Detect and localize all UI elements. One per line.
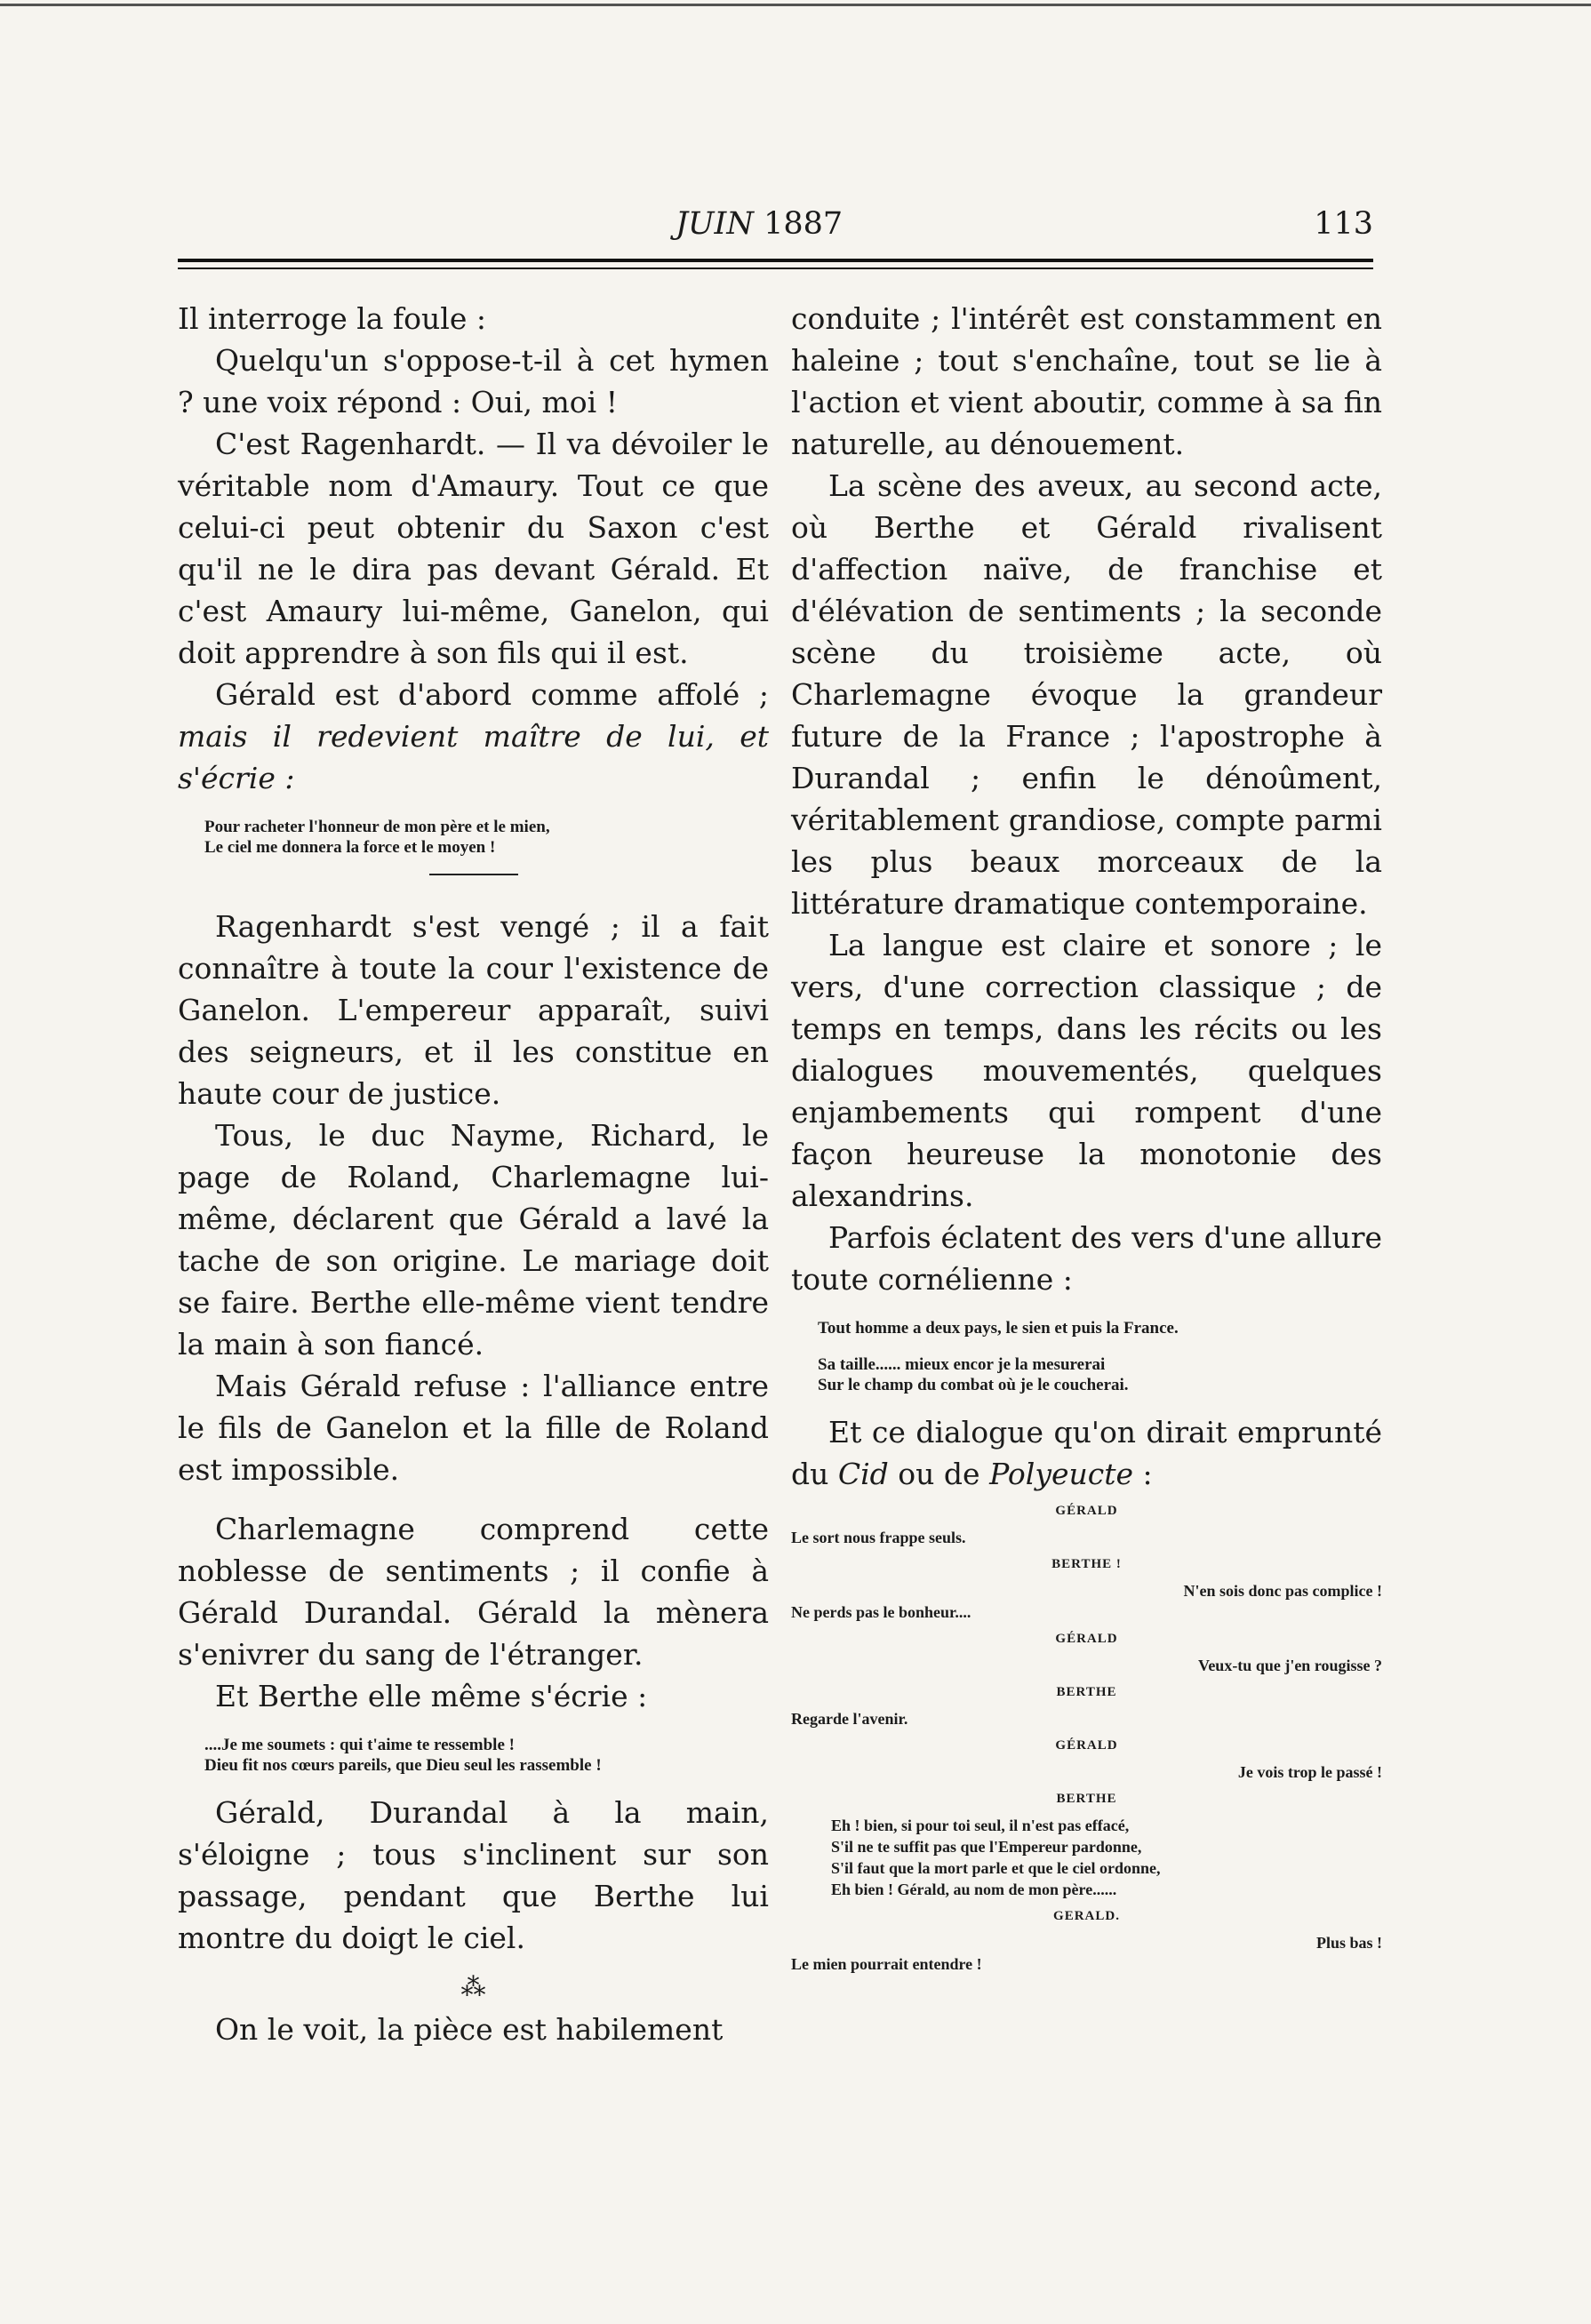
text-run: Gérald est d'abord comme affolé ; xyxy=(215,677,769,712)
page-number: 113 xyxy=(1314,206,1373,242)
dialogue-line: Je vois trop le passé ! xyxy=(1237,1763,1382,1781)
verse-quote xyxy=(818,1318,1382,1395)
paragraph: C'est Ragenhardt. — Il va dévoiler le véritable nom d'Amaury. Tout ce que celui-ci peut obtenir du Saxon c'est qu'il ne le dira pas devant Gérald. Et c'est Amaury lui-même, Ganelon, qui doit apprendre à son fils qui il est. xyxy=(178,427,769,670)
left-column xyxy=(178,298,769,2050)
speaker-name: GERALD. xyxy=(1053,1909,1120,1923)
dialogue-line: Ne perds pas le bonheur.... xyxy=(791,1603,971,1621)
dialogue-line: Veux-tu que j'en rougisse ? xyxy=(1197,1657,1382,1674)
paragraph: Ragenhardt s'est vengé ; il a fait connaître à toute la cour l'existence de Ganelon. L'empereur apparaît, suivi des seigneurs, et il les constitue en haute cour de justice. xyxy=(178,909,769,1111)
paragraph: Mais Gérald refuse : l'alliance entre le fils de Ganelon et la fille de Roland est impossible. xyxy=(178,1369,769,1487)
paragraph: Parfois éclatent des vers d'une allure toute cornélienne : xyxy=(791,1220,1382,1297)
paragraph xyxy=(178,674,769,799)
verse-line: Dieu fit nos cœurs pareils, que Dieu seul les rassemble ! xyxy=(204,1756,602,1775)
asterism: ⁂ xyxy=(460,1972,486,2001)
speaker-name: BERTHE xyxy=(1056,1792,1117,1806)
dialogue-line: S'il faut que la mort parle et que le ciel ordonne, xyxy=(831,1859,1161,1877)
text-run: Et ce dialogue qu'on dirait emprunté du xyxy=(791,1415,1382,1491)
speaker-name: BERTHE ! xyxy=(1051,1557,1122,1571)
speaker-name: GÉRALD xyxy=(1055,1738,1118,1753)
dialogue-line: Eh bien ! Gérald, au nom de mon père...... xyxy=(831,1881,1117,1898)
verse-line: Sa taille...... mieux encor je la mesurerai xyxy=(818,1355,1106,1374)
paragraph: La langue est claire et sonore ; le vers, d'une correction classique ; de temps en temps, dans les récits ou les dialogues mouvementés, quelques enjambements qui rompent d'une façon heureuse la monotonie des alexandrins. xyxy=(791,928,1382,1213)
header-rule xyxy=(178,259,1373,262)
dialogue-line: N'en sois donc pas complice ! xyxy=(1183,1582,1382,1600)
paragraph: Et Berthe elle même s'écrie : xyxy=(215,1679,648,1713)
section-divider xyxy=(429,874,518,875)
dialogue-line: Plus bas ! xyxy=(1315,1934,1382,1952)
paragraph: conduite ; l'intérêt est constamment en haleine ; tout s'enchaîne, tout se lie à l'action et vient aboutir, comme à sa fin naturelle, au dénouement. xyxy=(791,301,1382,461)
speaker-name: BERTHE xyxy=(1056,1685,1117,1699)
paragraph: Tous, le duc Nayme, Richard, le page de Roland, Charlemagne lui-même, déclarent que Gérald a lavé la tache de son origine. Le mariage doit se faire. Berthe elle-même vient tendre la main à son fiancé. xyxy=(178,1118,769,1362)
paragraph: On le voit, la pièce est habilement xyxy=(215,2012,724,2047)
speaker-name: GÉRALD xyxy=(1055,1632,1118,1646)
dialogue-line: Eh ! bien, si pour toi seul, il n'est pas effacé, xyxy=(831,1817,1130,1834)
dialogue-line: Regarde l'avenir. xyxy=(791,1710,908,1728)
title-cid: Cid xyxy=(837,1457,889,1491)
verse-quote xyxy=(204,817,769,858)
paragraph: Quelqu'un s'oppose-t-il à cet hymen ? une voix répond : Oui, moi ! xyxy=(178,343,769,419)
header-month: JUIN xyxy=(676,206,754,242)
text-run: mais il redevient maître de lui, et s'écrie : xyxy=(178,719,769,795)
top-border xyxy=(0,4,1591,6)
verse-line: Tout homme a deux pays, le sien et puis la France. xyxy=(818,1319,1179,1338)
text-run: ou de xyxy=(888,1457,990,1491)
right-column xyxy=(791,298,1382,1975)
verse-line: Le ciel me donnera la force et le moyen ! xyxy=(204,838,496,857)
header-date xyxy=(676,206,843,242)
paragraph: Il interroge la foule : xyxy=(178,301,486,336)
paragraph: Charlemagne comprend cette noblesse de sentiments ; il confie à Gérald Durandal. Gérald la mènera s'enivrer du sang de l'étranger. xyxy=(178,1512,769,1672)
header-year: 1887 xyxy=(764,206,843,242)
verse-line: Sur le champ du combat où je le coucherai. xyxy=(818,1376,1129,1394)
paragraph xyxy=(791,1411,1382,1495)
paragraph: Gérald, Durandal à la main, s'éloigne ; tous s'inclinent sur son passage, pendant que Berthe lui montre du doigt le ciel. xyxy=(178,1795,769,1955)
paragraph: La scène des aveux, au second acte, où Berthe et Gérald rivalisent d'affection naïve, de franchise et d'élévation de sentiments ; la seconde scène du troisième acte, où Charlemagne évoque la grandeur future de la France ; l'apostrophe à Durandal ; enfin le dénoûment, véritablement grandiose, compte parmi les plus beaux morceaux de la littérature dramatique contemporaine. xyxy=(791,468,1382,921)
header-rule-thin xyxy=(178,268,1373,269)
verse-line: ....Je me soumets : qui t'aime te ressemble ! xyxy=(204,1736,515,1754)
verse-line: Pour racheter l'honneur de mon père et le mien, xyxy=(204,818,550,836)
dialogue-excerpt xyxy=(791,1500,1382,1975)
page-header xyxy=(178,206,1373,251)
dialogue-line: Le sort nous frappe seuls. xyxy=(791,1529,966,1546)
verse-quote xyxy=(204,1735,769,1776)
dialogue-line: S'il ne te suffit pas que l'Empereur pardonne, xyxy=(831,1838,1142,1856)
title-polyeucte: Polyeucte xyxy=(989,1457,1134,1491)
text-run: : xyxy=(1133,1457,1153,1491)
speaker-name: GÉRALD xyxy=(1055,1504,1118,1518)
dialogue-line: Le mien pourrait entendre ! xyxy=(791,1955,982,1973)
